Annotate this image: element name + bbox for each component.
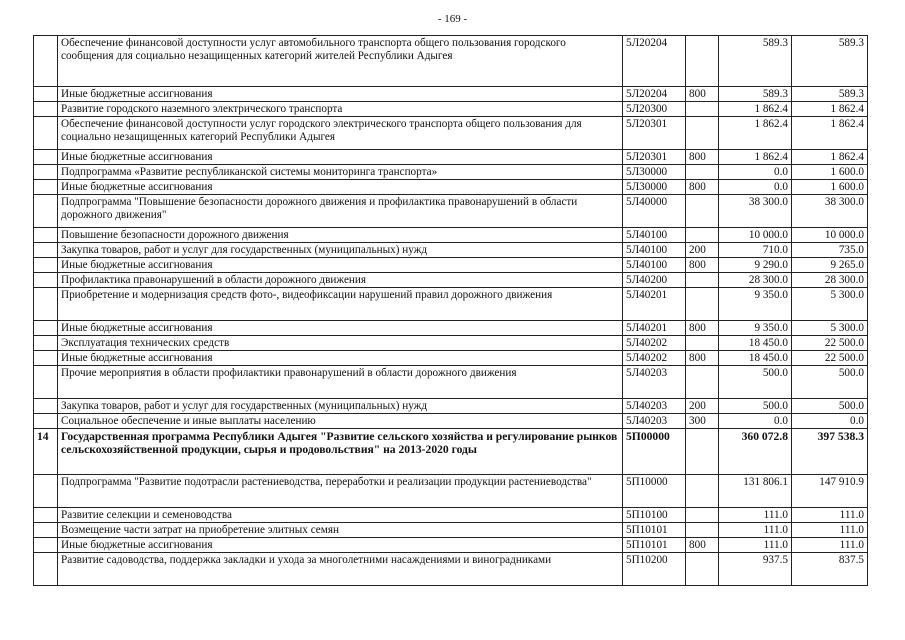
- amount-year1-cell: 131 806.1: [719, 475, 792, 508]
- expense-type-cell: 800: [686, 150, 719, 165]
- expense-type-cell: 800: [686, 321, 719, 336]
- amount-year2-cell: 1 862.4: [792, 102, 868, 117]
- amount-year1-cell: 0.0: [719, 414, 792, 429]
- item-name-cell: Повышение безопасности дорожного движения: [58, 228, 623, 243]
- row-number-cell: [34, 523, 58, 538]
- row-number-cell: [34, 258, 58, 273]
- amount-year1-cell: 111.0: [719, 508, 792, 523]
- amount-year1-cell: 0.0: [719, 180, 792, 195]
- row-number-cell: [34, 273, 58, 288]
- item-name-cell: Подпрограмма "Развитие подотрасли растениеводства, переработки и реализации продукции растениеводства": [58, 475, 623, 508]
- target-code-cell: 5Л20301: [623, 150, 686, 165]
- table-row: [34, 87, 868, 102]
- target-code-cell: 5П00000: [623, 429, 686, 475]
- expense-type-cell: [686, 195, 719, 228]
- item-name-cell: Иные бюджетные ассигнования: [58, 87, 623, 102]
- amount-year2-cell: 22 500.0: [792, 336, 868, 351]
- amount-year2-cell: 1 600.0: [792, 165, 868, 180]
- amount-year2-cell: 735.0: [792, 243, 868, 258]
- item-name-cell: Иные бюджетные ассигнования: [58, 538, 623, 553]
- table-row: [34, 117, 868, 150]
- expense-type-cell: 800: [686, 538, 719, 553]
- target-code-cell: 5Л40100: [623, 258, 686, 273]
- item-name-cell: Профилактика правонарушений в области дорожного движения: [58, 273, 623, 288]
- target-code-cell: 5Л40203: [623, 414, 686, 429]
- expense-type-cell: [686, 429, 719, 475]
- expense-type-cell: [686, 475, 719, 508]
- expense-type-cell: [686, 366, 719, 399]
- amount-year2-cell: 1 600.0: [792, 180, 868, 195]
- item-name-cell: Развитие садоводства, поддержка закладки и ухода за многолетними насаждениями и виноградниками: [58, 553, 623, 586]
- item-name-cell: Обеспечение финансовой доступности услуг городского электрического транспорта общего пользования для социально незащищенных категорий Республики Адыгея: [58, 117, 623, 150]
- item-name-cell: Иные бюджетные ассигнования: [58, 351, 623, 366]
- amount-year2-cell: 1 862.4: [792, 117, 868, 150]
- table-row: [34, 366, 868, 399]
- amount-year1-cell: 0.0: [719, 165, 792, 180]
- item-name-cell: Подпрограмма "Повышение безопасности дорожного движения и профилактика правонарушений в области дорожного движения": [58, 195, 623, 228]
- amount-year2-cell: 589.3: [792, 87, 868, 102]
- amount-year2-cell: 10 000.0: [792, 228, 868, 243]
- row-number-cell: [34, 399, 58, 414]
- row-number-cell: [34, 243, 58, 258]
- row-number-cell: [34, 366, 58, 399]
- amount-year2-cell: 22 500.0: [792, 351, 868, 366]
- item-name-cell: Развитие городского наземного электрического транспорта: [58, 102, 623, 117]
- amount-year1-cell: 111.0: [719, 538, 792, 553]
- expense-type-cell: [686, 553, 719, 586]
- target-code-cell: 5Л40202: [623, 336, 686, 351]
- expense-type-cell: [686, 117, 719, 150]
- amount-year2-cell: 837.5: [792, 553, 868, 586]
- expense-type-cell: [686, 102, 719, 117]
- item-name-cell: Иные бюджетные ассигнования: [58, 321, 623, 336]
- item-name-cell: Приобретение и модернизация средств фото-, видеофиксации нарушений правил дорожного движения: [58, 288, 623, 321]
- target-code-cell: 5Л40201: [623, 288, 686, 321]
- target-code-cell: 5Л40201: [623, 321, 686, 336]
- expense-type-cell: [686, 288, 719, 321]
- table-row: [34, 399, 868, 414]
- table-row: [34, 258, 868, 273]
- row-number-cell: [34, 475, 58, 508]
- amount-year1-cell: 10 000.0: [719, 228, 792, 243]
- amount-year1-cell: 9 350.0: [719, 288, 792, 321]
- item-name-cell: Прочие мероприятия в области профилактики правонарушений в области дорожного движения: [58, 366, 623, 399]
- item-name-cell: Социальное обеспечение и иные выплаты населению: [58, 414, 623, 429]
- row-number-cell: [34, 150, 58, 165]
- target-code-cell: 5П10000: [623, 475, 686, 508]
- expense-type-cell: [686, 523, 719, 538]
- amount-year2-cell: 1 862.4: [792, 150, 868, 165]
- target-code-cell: 5Л20301: [623, 117, 686, 150]
- table-row: [34, 102, 868, 117]
- row-number-cell: [34, 87, 58, 102]
- row-number-cell: [34, 508, 58, 523]
- expense-type-cell: 300: [686, 414, 719, 429]
- budget-table: [33, 35, 868, 586]
- row-number-cell: [34, 36, 58, 87]
- amount-year2-cell: 0.0: [792, 414, 868, 429]
- amount-year2-cell: 5 300.0: [792, 288, 868, 321]
- row-number-cell: [34, 180, 58, 195]
- expense-type-cell: 800: [686, 258, 719, 273]
- table-row: [34, 180, 868, 195]
- target-code-cell: 5П10200: [623, 553, 686, 586]
- amount-year1-cell: 589.3: [719, 36, 792, 87]
- expense-type-cell: 200: [686, 399, 719, 414]
- expense-type-cell: [686, 336, 719, 351]
- table-row: [34, 475, 868, 508]
- amount-year2-cell: 397 538.3: [792, 429, 868, 475]
- expense-type-cell: [686, 36, 719, 87]
- table-row: [34, 36, 868, 87]
- expense-type-cell: [686, 273, 719, 288]
- amount-year2-cell: 500.0: [792, 399, 868, 414]
- target-code-cell: 5Л20204: [623, 36, 686, 87]
- table-row: [34, 321, 868, 336]
- amount-year2-cell: 111.0: [792, 538, 868, 553]
- target-code-cell: 5Л40100: [623, 228, 686, 243]
- amount-year2-cell: 9 265.0: [792, 258, 868, 273]
- row-number-cell: 14: [34, 429, 58, 475]
- item-name-cell: Подпрограмма «Развитие республиканской системы мониторинга транспорта»: [58, 165, 623, 180]
- row-number-cell: [34, 117, 58, 150]
- row-number-cell: [34, 553, 58, 586]
- table-row: [34, 165, 868, 180]
- amount-year2-cell: 111.0: [792, 523, 868, 538]
- row-number-cell: [34, 321, 58, 336]
- target-code-cell: 5П10101: [623, 523, 686, 538]
- amount-year1-cell: 710.0: [719, 243, 792, 258]
- page-number: - 169 -: [437, 13, 468, 25]
- amount-year1-cell: 1 862.4: [719, 117, 792, 150]
- amount-year1-cell: 9 350.0: [719, 321, 792, 336]
- table-row: [34, 414, 868, 429]
- expense-type-cell: 800: [686, 351, 719, 366]
- table-row: [34, 553, 868, 586]
- table-row: [34, 150, 868, 165]
- table-row: [34, 538, 868, 553]
- row-number-cell: [34, 102, 58, 117]
- amount-year1-cell: 18 450.0: [719, 351, 792, 366]
- expense-type-cell: [686, 508, 719, 523]
- item-name-cell: Иные бюджетные ассигнования: [58, 258, 623, 273]
- target-code-cell: 5Л20204: [623, 87, 686, 102]
- expense-type-cell: 800: [686, 180, 719, 195]
- target-code-cell: 5Л40100: [623, 243, 686, 258]
- amount-year1-cell: 38 300.0: [719, 195, 792, 228]
- amount-year1-cell: 360 072.8: [719, 429, 792, 475]
- target-code-cell: 5Л40203: [623, 366, 686, 399]
- target-code-cell: 5Л30000: [623, 165, 686, 180]
- amount-year1-cell: 28 300.0: [719, 273, 792, 288]
- row-number-cell: [34, 336, 58, 351]
- table-row: [34, 508, 868, 523]
- row-number-cell: [34, 414, 58, 429]
- table-row: [34, 288, 868, 321]
- target-code-cell: 5П10100: [623, 508, 686, 523]
- target-code-cell: 5П10101: [623, 538, 686, 553]
- item-name-cell: Иные бюджетные ассигнования: [58, 150, 623, 165]
- amount-year1-cell: 589.3: [719, 87, 792, 102]
- expense-type-cell: 200: [686, 243, 719, 258]
- item-name-cell: Развитие селекции и семеноводства: [58, 508, 623, 523]
- amount-year1-cell: 1 862.4: [719, 150, 792, 165]
- table-row: [34, 195, 868, 228]
- row-number-cell: [34, 165, 58, 180]
- amount-year2-cell: 5 300.0: [792, 321, 868, 336]
- table-row: [34, 429, 868, 475]
- table-row: [34, 243, 868, 258]
- item-name-cell: Государственная программа Республики Адыгея "Развитие сельского хозяйства и регулирование рынков сельскохозяйственной продукции, сырья и продовольствия" на 2013-2020 годы: [58, 429, 623, 475]
- row-number-cell: [34, 195, 58, 228]
- amount-year2-cell: 589.3: [792, 36, 868, 87]
- target-code-cell: 5Л20300: [623, 102, 686, 117]
- amount-year1-cell: 111.0: [719, 523, 792, 538]
- table-row: [34, 336, 868, 351]
- target-code-cell: 5Л40200: [623, 273, 686, 288]
- row-number-cell: [34, 538, 58, 553]
- item-name-cell: Обеспечение финансовой доступности услуг автомобильного транспорта общего пользования городского сообщения для социально незащищенных категорий жителей Республики Адыгея: [58, 36, 623, 87]
- amount-year1-cell: 9 290.0: [719, 258, 792, 273]
- item-name-cell: Возмещение части затрат на приобретение элитных семян: [58, 523, 623, 538]
- amount-year1-cell: 1 862.4: [719, 102, 792, 117]
- row-number-cell: [34, 228, 58, 243]
- target-code-cell: 5Л40203: [623, 399, 686, 414]
- target-code-cell: 5Л40202: [623, 351, 686, 366]
- row-number-cell: [34, 351, 58, 366]
- amount-year2-cell: 147 910.9: [792, 475, 868, 508]
- budget-table-body: [34, 36, 868, 586]
- amount-year1-cell: 18 450.0: [719, 336, 792, 351]
- row-number-cell: [34, 288, 58, 321]
- table-row: [34, 273, 868, 288]
- amount-year2-cell: 500.0: [792, 366, 868, 399]
- item-name-cell: Иные бюджетные ассигнования: [58, 180, 623, 195]
- table-row: [34, 228, 868, 243]
- item-name-cell: Закупка товаров, работ и услуг для государственных (муниципальных) нужд: [58, 399, 623, 414]
- item-name-cell: Закупка товаров, работ и услуг для государственных (муниципальных) нужд: [58, 243, 623, 258]
- amount-year2-cell: 111.0: [792, 508, 868, 523]
- amount-year2-cell: 28 300.0: [792, 273, 868, 288]
- table-row: [34, 523, 868, 538]
- table-row: [34, 351, 868, 366]
- amount-year1-cell: 500.0: [719, 366, 792, 399]
- item-name-cell: Эксплуатация технических средств: [58, 336, 623, 351]
- expense-type-cell: 800: [686, 87, 719, 102]
- expense-type-cell: [686, 228, 719, 243]
- amount-year1-cell: 937.5: [719, 553, 792, 586]
- amount-year2-cell: 38 300.0: [792, 195, 868, 228]
- amount-year1-cell: 500.0: [719, 399, 792, 414]
- target-code-cell: 5Л30000: [623, 180, 686, 195]
- expense-type-cell: [686, 165, 719, 180]
- target-code-cell: 5Л40000: [623, 195, 686, 228]
